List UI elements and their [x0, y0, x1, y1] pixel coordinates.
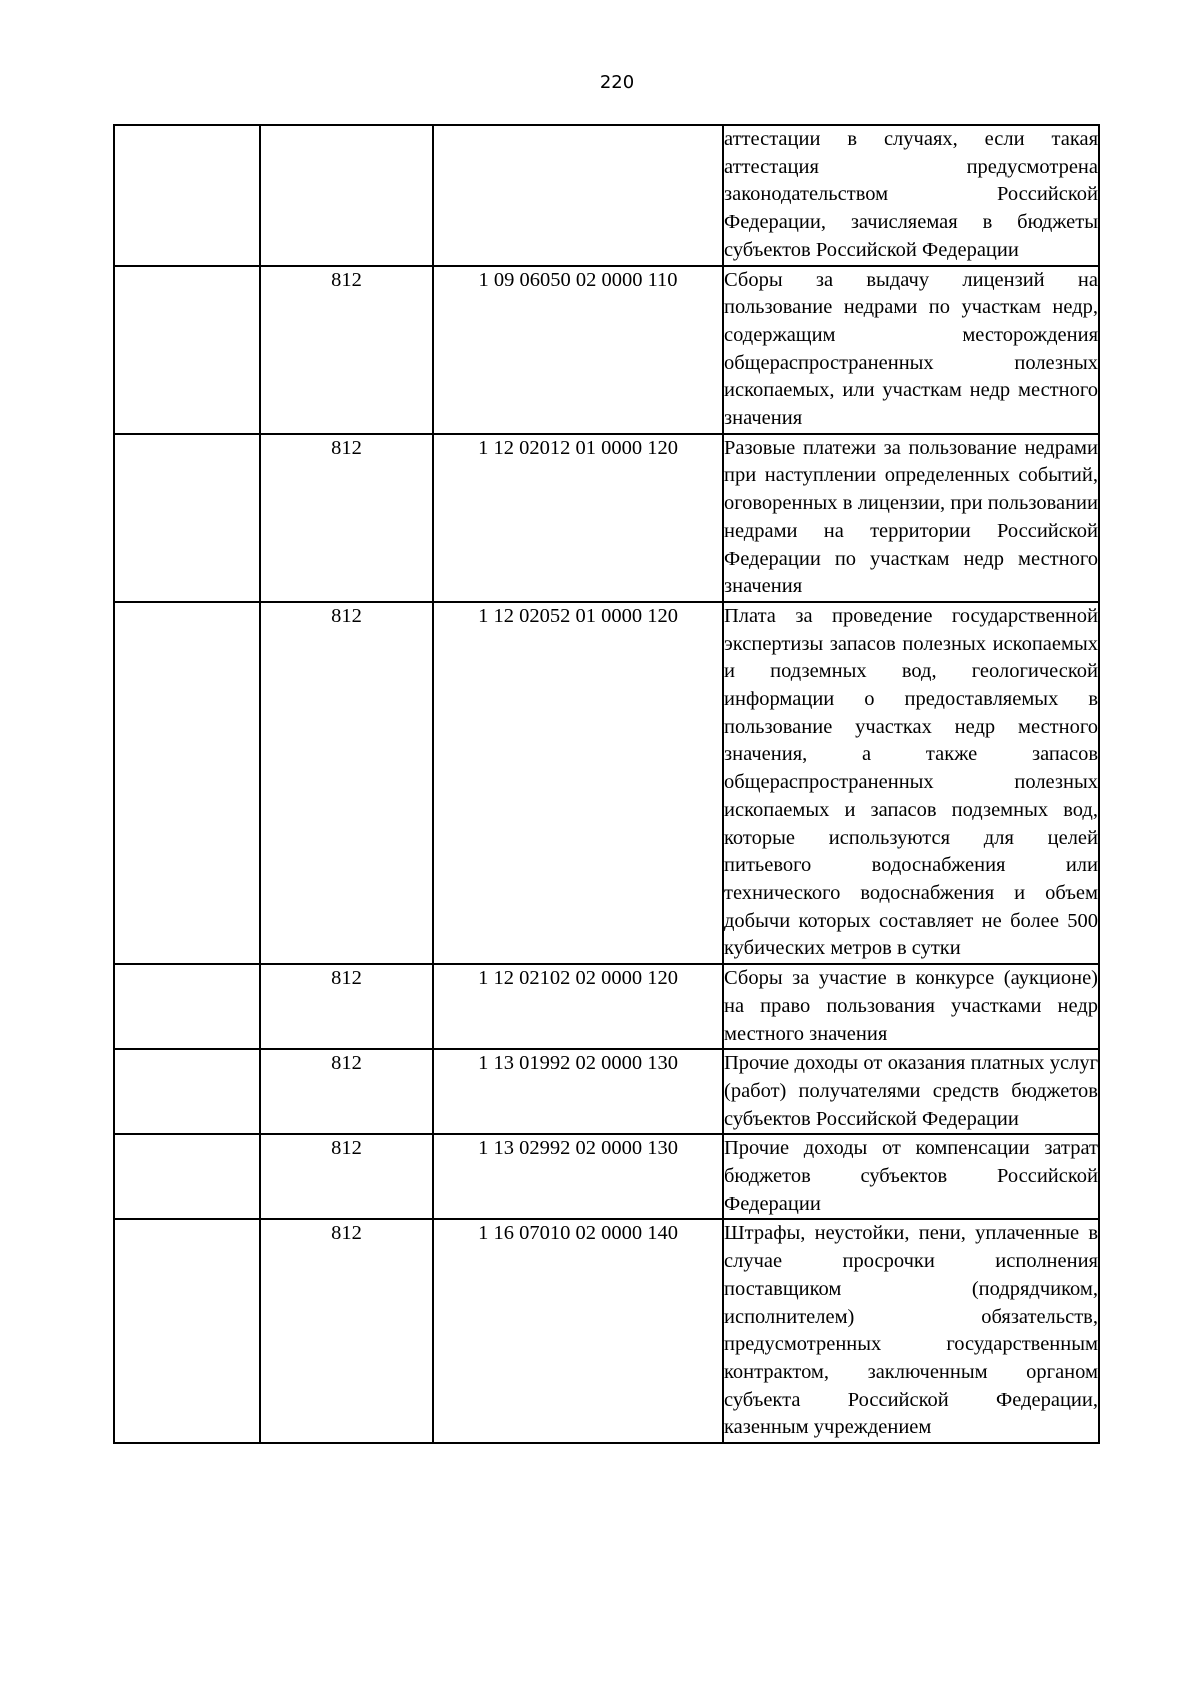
empty-cell: [114, 964, 260, 1049]
table-row: [114, 125, 1099, 266]
revenue-code-cell: [433, 125, 723, 266]
empty-cell: [114, 1049, 260, 1134]
empty-cell: [114, 1219, 260, 1443]
empty-cell: [114, 125, 260, 266]
admin-code-cell: 812: [260, 434, 433, 602]
table-row: [114, 1219, 1099, 1443]
revenue-codes-table: [113, 124, 1100, 1444]
table-row: [114, 964, 1099, 1049]
revenue-name-cell: Сборы за выдачу лицензий на пользование недрами по участкам недр, содержащим месторождения общераспространенных полезных ископаемых, или участкам недр местного значения: [723, 266, 1099, 434]
admin-code-cell: 812: [260, 602, 433, 964]
revenue-name-cell: Прочие доходы от компенсации затрат бюджетов субъектов Российской Федерации: [723, 1134, 1099, 1219]
revenue-name-cell: аттестации в случаях, если такая аттестация предусмотрена законодательством Российской Федерации, зачисляемая в бюджеты субъектов Российской Федерации: [723, 125, 1099, 266]
revenue-code-cell: 1 13 02992 02 0000 130: [433, 1134, 723, 1219]
empty-cell: [114, 602, 260, 964]
table-row: [114, 266, 1099, 434]
empty-cell: [114, 266, 260, 434]
revenue-code-cell: 1 12 02012 01 0000 120: [433, 434, 723, 602]
revenue-name-cell: Разовые платежи за пользование недрами при наступлении определенных событий, оговоренных в лицензии, при пользовании недрами на территории Российской Федерации по участкам недр местного значения: [723, 434, 1099, 602]
admin-code-cell: 812: [260, 1219, 433, 1443]
revenue-code-cell: 1 12 02052 01 0000 120: [433, 602, 723, 964]
revenue-code-cell: 1 13 01992 02 0000 130: [433, 1049, 723, 1134]
admin-code-cell: 812: [260, 964, 433, 1049]
table-row: [114, 434, 1099, 602]
admin-code-cell: 812: [260, 266, 433, 434]
table-row: [114, 1049, 1099, 1134]
empty-cell: [114, 434, 260, 602]
revenue-code-cell: 1 09 06050 02 0000 110: [433, 266, 723, 434]
revenue-name-cell: Сборы за участие в конкурсе (аукционе) на право пользования участками недр местного значения: [723, 964, 1099, 1049]
revenue-name-cell: Плата за проведение государственной экспертизы запасов полезных ископаемых и подземных вод, геологической информации о предоставляемых в пользование участках недр местного значения, а также запасов общераспространенных полезных ископаемых и запасов подземных вод, которые используются для целей питьевого водоснабжения или технического водоснабжения и объем добычи которых составляет не более 500 кубических метров в сутки: [723, 602, 1099, 964]
admin-code-cell: 812: [260, 1049, 433, 1134]
empty-cell: [114, 1134, 260, 1219]
admin-code-cell: 812: [260, 1134, 433, 1219]
table-row: [114, 1134, 1099, 1219]
page-number: 220: [599, 72, 635, 93]
revenue-code-cell: 1 16 07010 02 0000 140: [433, 1219, 723, 1443]
admin-code-cell: [260, 125, 433, 266]
revenue-name-cell: Штрафы, неустойки, пени, уплаченные в случае просрочки исполнения поставщиком (подрядчиком, исполнителем) обязательств, предусмотренных государственным контрактом, заключенным органом субъекта Российской Федерации, казенным учреждением: [723, 1219, 1099, 1443]
revenue-code-cell: 1 12 02102 02 0000 120: [433, 964, 723, 1049]
revenue-name-cell: Прочие доходы от оказания платных услуг (работ) получателями средств бюджетов субъектов Российской Федерации: [723, 1049, 1099, 1134]
table-row: [114, 602, 1099, 964]
